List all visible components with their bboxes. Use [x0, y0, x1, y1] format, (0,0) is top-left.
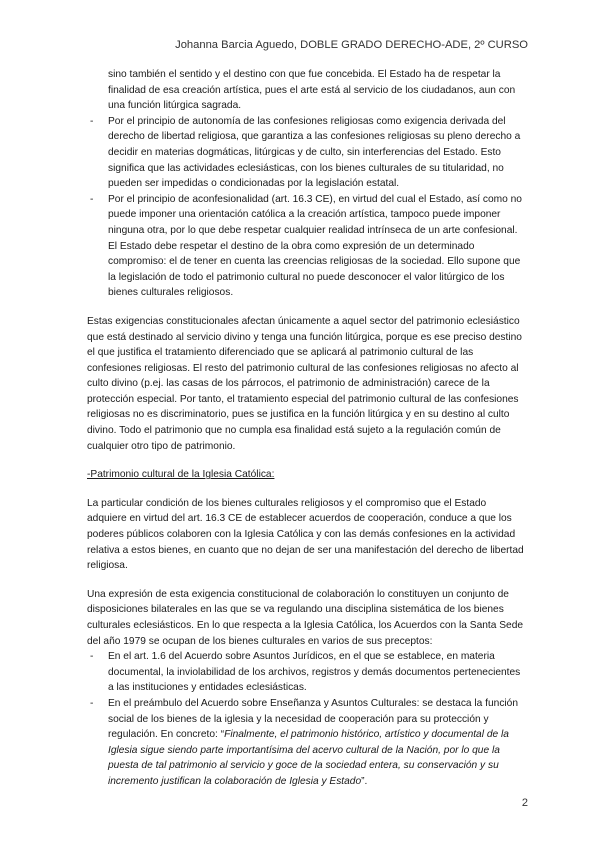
page-number: 2 — [521, 797, 528, 809]
list-item-legal-affairs-agreement: - En el art. 1.6 del Acuerdo sobre Asuntos Jurídicos, en el que se establece, en materia documental, la inviolabilidad de los archivos, registros y demás documentos pertenecientes a las instituciones y entidades eclesiásticas. — [87, 649, 527, 696]
paragraph-bilateral-agreements: Una expresión de esta exigencia constitucional de colaboración lo constituyen un conjunto de disposiciones bilaterales en las que se va regulando una disciplina sistemática de los bienes culturales eclesiásticos. En lo que respecta a la Iglesia Católica, los Acuerdos con la Santa Sede del año 1979 se ocupan de los bienes culturales en varios de sus preceptos: — [87, 588, 524, 647]
section-heading: -Patrimonio cultural de la Iglesia Católica: — [87, 469, 275, 481]
agreement-quote-end: ”. — [361, 775, 368, 787]
list-item-education-culture-agreement — [87, 696, 527, 790]
list-item-aconfesionalidad-principle: - Por el principio de aconfesionalidad (art. 16.3 CE), en virtud del cual el Estado, así como no puede imponer una orientación católica a la creación artística, tampoco puede imponer ninguna otra, por lo que debe respetar cualquier realidad intrínseca de un arte confesional. El Estado debe respetar el destino de la obra como expresión de un determinado compromiso: el de tener en cuenta las creencias religiosas de la sociedad. Ello supone que la legislación de todo el patrimonio cultural no puede desconocer el valor litúrgico de los bienes culturales religiosos. — [87, 192, 527, 301]
document-body — [87, 67, 527, 790]
continued-paragraph: sino también el sentido y el destino con que fue concebida. El Estado ha de respetar la finalidad de esa creación artística, pues el arte está al servicio de los ciudadanos, aun con una función litúrgica sagrada. — [108, 69, 516, 112]
agreement-text: En el preámbulo del Acuerdo sobre Enseñanza y Asuntos Culturales: se destaca la función social de los bienes de la iglesia y la necesidad de cooperación para su protección y regulación. En concreto: “ — [108, 697, 519, 741]
agreement-quote: Finalmente, el patrimonio histórico, artístico y documental de la Iglesia sigue siendo parte importantísima del acervo cultural de la Nación, por lo que la puesta de tal patrimonio al servicio y goce de la sociedad entera, su conservación y su incremento justifican la colaboración de Iglesia y Estado — [108, 729, 509, 787]
precepts-list — [87, 649, 527, 789]
page-header: Johanna Barcia Aguedo, DOBLE GRADO DERECHO-ADE, 2º CURSO — [175, 39, 528, 51]
principles-list — [87, 114, 527, 301]
paragraph-cooperation: La particular condición de los bienes culturales religiosos y el compromiso que el Estado adquiere en virtud del art. 16.3 CE de establecer acuerdos de cooperación, conduce a que los poderes públicos colaboren con la Iglesia Católica y con las demás confesiones en la actividad relativa a estos bienes, en cuanto que no dejan de ser una manifestación del derecho de libertad religiosa. — [87, 497, 524, 572]
paragraph-constitutional-requirements: Estas exigencias constitucionales afectan únicamente a aquel sector del patrimonio eclesiástico que está destinado al servicio divino y tenga una función litúrgica, porque es ese preciso destino el que justifica el tratamiento diferenciado que se aplicará al patrimonio cultural de las confesiones religiosas. El resto del patrimonio cultural de las confesiones religiosas no afecto al culto divino (p.ej. las casas de los párrocos, el patrimonio de administración) carece de la protección especial. Por tanto, el tratamiento especial del patrimonio cultural de las confesiones religiosas no es discriminatorio, pues se justifica en la función litúrgica y en su destino al culto divino. Todo el patrimonio que no cumpla esa finalidad está sujeto a la regulación común de cualquier otro tipo de patrimonio. — [87, 315, 522, 452]
list-item-autonomy-principle: - Por el principio de autonomía de las confesiones religiosas como exigencia derivada del derecho de libertad religiosa, que garantiza a las confesiones religiosas su pleno derecho a decidir en materias dogmáticas, litúrgicas y de culto, sin interferencias del Estado. Esto significa que las actividades eclesiásticas, con los bienes culturales de su titularidad, no pueden ser impedidas o condicionadas por la legislación estatal. — [87, 114, 527, 192]
